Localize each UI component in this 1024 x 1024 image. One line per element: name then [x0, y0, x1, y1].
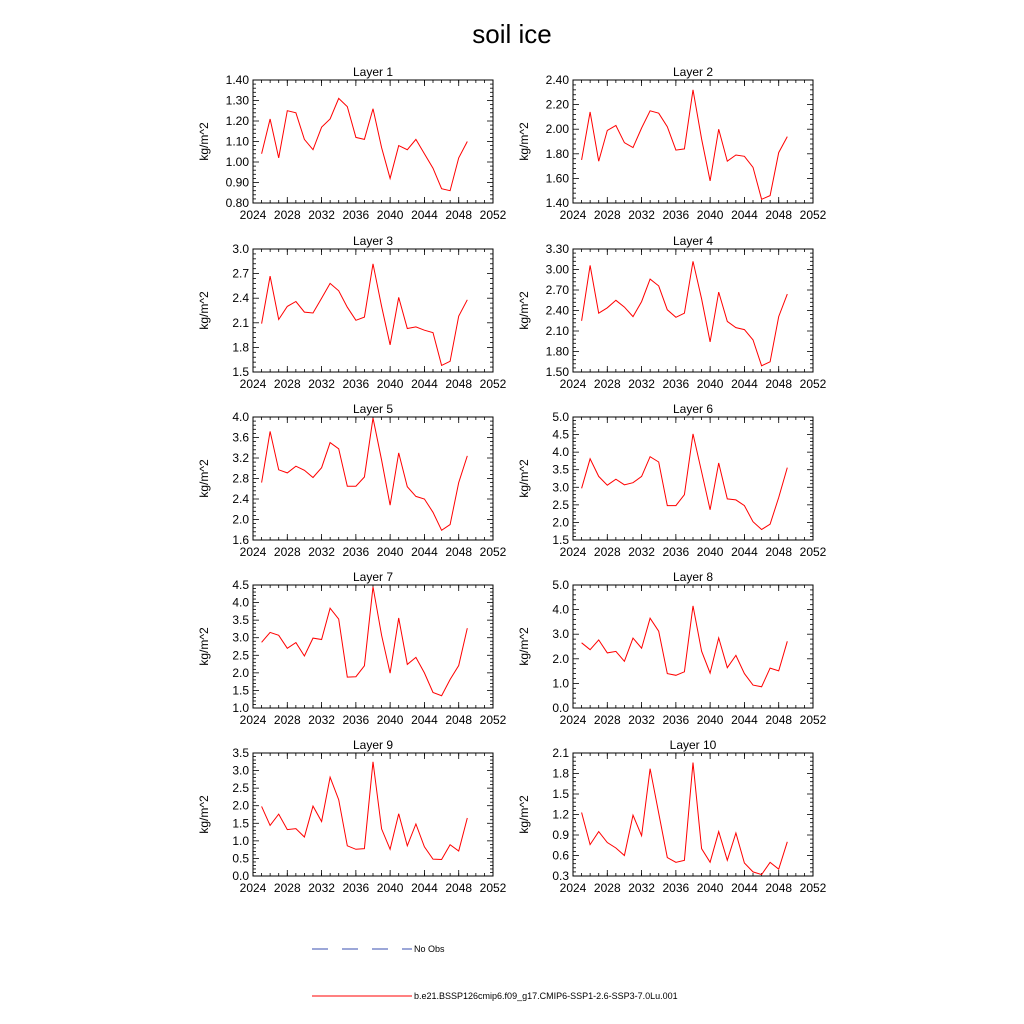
- panel-layer-9: [197, 738, 507, 895]
- y-tick-label: 3.00: [545, 262, 569, 277]
- x-tick-label: 2040: [696, 545, 724, 559]
- y-tick-label: 2.1: [232, 315, 249, 330]
- x-tick-label: 2044: [411, 377, 438, 391]
- series-line: [582, 90, 788, 200]
- y-tick-label: 4.5: [552, 427, 569, 442]
- panel-layer-2: [517, 65, 827, 222]
- y-tick-label: 2.0: [552, 651, 569, 666]
- y-axis-label: kg/m^2: [517, 795, 531, 834]
- y-tick-label: 2.5: [552, 497, 569, 512]
- y-tick-label: 1.50: [545, 365, 569, 379]
- x-tick-label: 2032: [628, 545, 655, 559]
- plot-frame: [253, 80, 493, 203]
- panel-layer-4: [517, 234, 827, 391]
- panel-title: Layer 1: [352, 65, 394, 79]
- y-tick-label: 1.0: [552, 676, 569, 691]
- x-tick-label: 2024: [239, 545, 267, 559]
- x-tick-label: 2052: [799, 208, 827, 222]
- y-tick-label: 0.9: [552, 828, 569, 842]
- x-tick-label: 2040: [376, 208, 404, 222]
- plot-frame: [253, 417, 493, 540]
- y-tick-label: 3.0: [552, 480, 569, 495]
- y-tick-label: 1.40: [225, 73, 249, 87]
- y-tick-label: 4.0: [552, 602, 569, 617]
- x-tick-label: 2048: [765, 713, 793, 727]
- y-axis-label: kg/m^2: [197, 795, 211, 834]
- x-tick-label: 2040: [696, 713, 724, 727]
- x-tick-label: 2040: [696, 377, 724, 391]
- y-tick-label: 3.2: [232, 451, 249, 465]
- y-tick-label: 3.30: [545, 242, 569, 256]
- x-tick-label: 2032: [628, 377, 655, 391]
- y-tick-label: 1.80: [545, 344, 569, 359]
- y-tick-label: 3.5: [552, 462, 569, 477]
- panel-title: Layer 3: [352, 234, 394, 248]
- panel-layer-1: [197, 65, 507, 222]
- legend-obs-label: No Obs: [414, 944, 445, 954]
- y-tick-label: 5.0: [552, 578, 569, 592]
- x-tick-label: 2044: [731, 208, 758, 222]
- y-tick-label: 2.8: [232, 471, 249, 486]
- x-tick-label: 2028: [593, 881, 621, 895]
- panel-title: Layer 8: [672, 570, 714, 584]
- y-tick-label: 0.6: [552, 848, 569, 863]
- y-tick-label: 1.80: [545, 146, 569, 161]
- x-tick-label: 2032: [308, 208, 335, 222]
- y-tick-label: 3.0: [232, 763, 249, 778]
- y-tick-label: 1.6: [232, 533, 249, 547]
- x-tick-label: 2040: [696, 208, 724, 222]
- y-tick-label: 2.0: [232, 798, 249, 813]
- x-tick-label: 2024: [559, 208, 587, 222]
- series-line: [262, 418, 468, 530]
- x-tick-label: 2040: [376, 713, 404, 727]
- x-tick-label: 2028: [593, 545, 621, 559]
- plot-frame: [573, 585, 813, 708]
- panel-layer-6: [517, 402, 827, 559]
- panel-layer-7: [197, 570, 507, 727]
- x-tick-label: 2044: [731, 377, 758, 391]
- x-tick-label: 2024: [239, 208, 267, 222]
- x-tick-label: 2052: [799, 713, 827, 727]
- y-tick-label: 1.0: [232, 701, 249, 715]
- x-tick-label: 2028: [273, 545, 301, 559]
- y-tick-label: 2.5: [232, 648, 249, 663]
- y-tick-label: 2.4: [232, 291, 249, 306]
- y-tick-label: 1.0: [232, 833, 249, 848]
- x-tick-label: 2028: [273, 208, 301, 222]
- y-tick-label: 2.7: [232, 266, 249, 281]
- y-tick-label: 0.3: [552, 869, 569, 883]
- y-axis-label: kg/m^2: [517, 291, 531, 330]
- x-tick-label: 2052: [799, 545, 827, 559]
- x-tick-label: 2040: [696, 881, 724, 895]
- x-tick-label: 2048: [765, 881, 793, 895]
- x-tick-label: 2052: [479, 881, 507, 895]
- x-tick-label: 2044: [731, 881, 758, 895]
- x-tick-label: 2036: [342, 208, 370, 222]
- y-tick-label: 1.5: [232, 816, 249, 831]
- series-line: [582, 434, 788, 530]
- x-tick-label: 2048: [765, 208, 793, 222]
- y-tick-label: 2.10: [545, 324, 569, 338]
- x-tick-label: 2036: [662, 713, 690, 727]
- plot-frame: [573, 753, 813, 876]
- y-tick-label: 1.40: [545, 196, 569, 210]
- x-tick-label: 2032: [628, 713, 655, 727]
- x-tick-label: 2036: [662, 545, 690, 559]
- plot-frame: [573, 80, 813, 203]
- series-line: [582, 261, 788, 366]
- x-tick-label: 2048: [765, 377, 793, 391]
- y-tick-label: 1.5: [232, 683, 249, 698]
- y-tick-label: 3.0: [232, 242, 249, 256]
- panel-layer-5: [197, 402, 507, 559]
- y-axis-label: kg/m^2: [197, 459, 211, 498]
- y-tick-label: 4.0: [232, 595, 249, 610]
- x-tick-label: 2024: [239, 881, 267, 895]
- y-tick-label: 4.0: [232, 410, 249, 424]
- y-tick-label: 0.0: [232, 869, 249, 883]
- series-line: [582, 763, 788, 875]
- y-tick-label: 1.8: [232, 340, 249, 355]
- x-tick-label: 2024: [239, 713, 267, 727]
- y-tick-label: 1.00: [225, 155, 249, 169]
- x-tick-label: 2044: [411, 713, 438, 727]
- x-tick-label: 2044: [411, 545, 438, 559]
- y-tick-label: 2.5: [232, 781, 249, 796]
- panel-title: Layer 4: [672, 234, 714, 248]
- y-tick-label: 1.10: [225, 134, 249, 149]
- x-tick-label: 2052: [799, 377, 827, 391]
- y-tick-label: 1.30: [225, 93, 249, 108]
- y-tick-label: 0.80: [225, 196, 249, 210]
- x-tick-label: 2024: [559, 545, 587, 559]
- x-tick-label: 2048: [765, 545, 793, 559]
- y-axis-label: kg/m^2: [197, 122, 211, 161]
- x-tick-label: 2048: [445, 881, 473, 895]
- y-tick-label: 2.40: [545, 303, 569, 318]
- y-tick-label: 1.20: [225, 114, 249, 128]
- y-axis-label: kg/m^2: [197, 291, 211, 330]
- series-line: [582, 606, 788, 687]
- x-tick-label: 2032: [628, 881, 655, 895]
- y-tick-label: 3.6: [232, 430, 249, 445]
- panel-title: Layer 5: [352, 402, 394, 416]
- x-tick-label: 2024: [239, 377, 267, 391]
- series-line: [262, 587, 468, 696]
- x-tick-label: 2028: [593, 377, 621, 391]
- x-tick-label: 2032: [308, 881, 335, 895]
- y-tick-label: 2.4: [232, 492, 249, 506]
- y-tick-label: 1.5: [552, 533, 569, 547]
- y-tick-label: 1.8: [552, 766, 569, 781]
- panel-title: Layer 6: [672, 402, 714, 416]
- plot-frame: [253, 585, 493, 708]
- y-tick-label: 1.5: [232, 365, 249, 379]
- x-tick-label: 2032: [308, 713, 335, 727]
- y-tick-label: 2.0: [232, 512, 249, 527]
- y-tick-label: 1.60: [545, 171, 569, 186]
- legend-model-label: b.e21.BSSP126cmip6.f09_g17.CMIP6-SSP1-2.6-SSP3-7.0Lu.001: [414, 991, 678, 1001]
- x-tick-label: 2044: [731, 545, 758, 559]
- y-tick-label: 2.00: [545, 122, 569, 137]
- x-tick-label: 2052: [479, 377, 507, 391]
- plot-frame: [573, 249, 813, 372]
- x-tick-label: 2028: [273, 881, 301, 895]
- x-tick-label: 2032: [308, 545, 335, 559]
- y-tick-label: 4.0: [552, 445, 569, 460]
- x-tick-label: 2028: [593, 208, 621, 222]
- y-tick-label: 3.0: [232, 630, 249, 645]
- x-tick-label: 2032: [308, 377, 335, 391]
- series-line: [262, 264, 468, 366]
- plot-frame: [253, 753, 493, 876]
- y-tick-label: 1.5: [552, 787, 569, 801]
- x-tick-label: 2028: [273, 377, 301, 391]
- x-tick-label: 2048: [445, 713, 473, 727]
- x-tick-label: 2048: [445, 545, 473, 559]
- y-tick-label: 2.20: [545, 97, 569, 112]
- y-tick-label: 5.0: [552, 410, 569, 424]
- y-tick-label: 3.0: [552, 627, 569, 642]
- panel-layer-3: [197, 234, 507, 391]
- x-tick-label: 2036: [342, 545, 370, 559]
- x-tick-label: 2040: [376, 881, 404, 895]
- y-axis-label: kg/m^2: [517, 122, 531, 161]
- y-axis-label: kg/m^2: [517, 627, 531, 666]
- x-tick-label: 2044: [731, 713, 758, 727]
- panel-title: Layer 7: [352, 570, 394, 584]
- panel-title: Layer 2: [672, 65, 714, 79]
- x-tick-label: 2028: [273, 713, 301, 727]
- y-tick-label: 3.5: [232, 746, 249, 760]
- x-tick-label: 2036: [662, 208, 690, 222]
- y-axis-label: kg/m^2: [517, 459, 531, 498]
- panel-title: Layer 10: [669, 738, 717, 752]
- x-tick-label: 2028: [593, 713, 621, 727]
- x-tick-label: 2048: [445, 377, 473, 391]
- y-tick-label: 2.40: [545, 73, 569, 87]
- y-tick-label: 2.70: [545, 283, 569, 297]
- x-tick-label: 2036: [342, 377, 370, 391]
- x-tick-label: 2052: [479, 713, 507, 727]
- y-tick-label: 3.5: [232, 613, 249, 628]
- y-tick-label: 0.0: [552, 701, 569, 715]
- y-tick-label: 2.0: [552, 515, 569, 530]
- y-tick-label: 4.5: [232, 578, 249, 592]
- x-tick-label: 2036: [342, 713, 370, 727]
- x-tick-label: 2024: [559, 377, 587, 391]
- x-tick-label: 2036: [662, 881, 690, 895]
- x-tick-label: 2048: [445, 208, 473, 222]
- y-tick-label: 0.90: [225, 175, 249, 190]
- y-axis-label: kg/m^2: [197, 627, 211, 666]
- x-tick-label: 2052: [799, 881, 827, 895]
- panel-layer-8: [517, 570, 827, 727]
- x-tick-label: 2032: [628, 208, 655, 222]
- legend: [312, 944, 678, 1001]
- x-tick-label: 2040: [376, 545, 404, 559]
- panel-layer-10: [517, 738, 827, 895]
- x-tick-label: 2036: [342, 881, 370, 895]
- x-tick-label: 2024: [559, 713, 587, 727]
- plot-frame: [253, 249, 493, 372]
- y-tick-label: 2.0: [232, 665, 249, 680]
- x-tick-label: 2040: [376, 377, 404, 391]
- y-tick-label: 0.5: [232, 851, 249, 866]
- figure-title: soil ice: [472, 19, 552, 49]
- y-tick-label: 1.2: [552, 807, 569, 822]
- x-tick-label: 2044: [411, 208, 438, 222]
- x-tick-label: 2052: [479, 545, 507, 559]
- x-tick-label: 2024: [559, 881, 587, 895]
- panels: [197, 65, 827, 895]
- x-tick-label: 2052: [479, 208, 507, 222]
- y-tick-label: 2.1: [552, 746, 569, 760]
- x-tick-label: 2044: [411, 881, 438, 895]
- x-tick-label: 2036: [662, 377, 690, 391]
- series-line: [262, 98, 468, 190]
- series-line: [262, 762, 468, 860]
- panel-title: Layer 9: [352, 738, 394, 752]
